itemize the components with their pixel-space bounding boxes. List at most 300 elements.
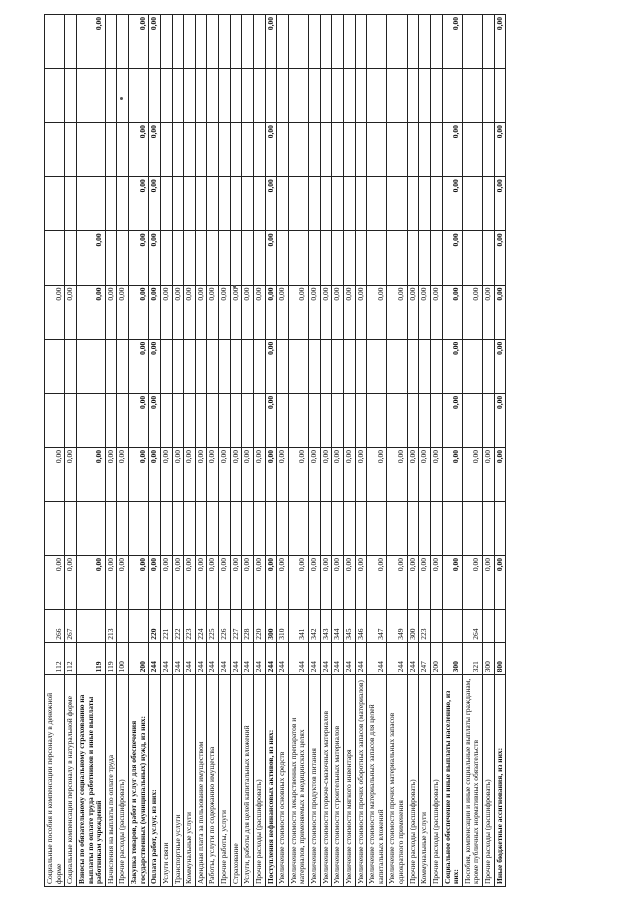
row-subcode-cell: 267 xyxy=(65,610,77,643)
table-row xyxy=(219,15,231,887)
row-value-cell: 0,00 xyxy=(277,556,289,610)
row-value-cell xyxy=(242,177,254,231)
row-value-cell xyxy=(494,69,506,123)
row-value-cell: 0,00 xyxy=(207,556,219,610)
table-row xyxy=(288,15,308,887)
row-value-cell xyxy=(462,69,482,123)
row-value-cell xyxy=(309,15,321,69)
row-value-cell xyxy=(195,123,207,177)
row-value-cell: 0,00 xyxy=(265,285,277,339)
row-value-cell xyxy=(367,123,387,177)
row-value-cell: 0,00 xyxy=(265,123,277,177)
row-value-cell xyxy=(195,339,207,393)
row-code-cell: 244 xyxy=(288,642,308,675)
row-value-cell xyxy=(253,69,265,123)
table-row xyxy=(355,15,367,887)
row-name-cell: Услуги связи xyxy=(160,675,172,887)
row-value-cell xyxy=(288,393,308,447)
row-value-cell xyxy=(160,231,172,285)
row-code-cell: 300 xyxy=(483,642,495,675)
row-value-cell: 0,00 xyxy=(129,123,149,177)
row-value-cell xyxy=(242,231,254,285)
row-value-cell: 0,00 xyxy=(494,556,506,610)
table-row xyxy=(483,15,495,887)
row-value-cell: 0,00 xyxy=(419,285,431,339)
table-row xyxy=(149,15,161,887)
row-value-cell xyxy=(253,231,265,285)
row-value-cell: 0,00 xyxy=(76,556,105,610)
row-value-cell: 0,00 xyxy=(219,556,231,610)
row-value-cell xyxy=(419,393,431,447)
row-value-cell xyxy=(407,502,419,556)
row-value-cell xyxy=(320,339,332,393)
row-value-cell xyxy=(355,502,367,556)
row-value-cell: 0,00 xyxy=(45,448,65,502)
row-subcode-cell: 266 xyxy=(45,610,65,643)
row-value-cell xyxy=(76,69,105,123)
row-value-cell: 0,00 xyxy=(462,285,482,339)
row-value-cell xyxy=(343,339,355,393)
row-value-cell: 0,00 xyxy=(160,556,172,610)
row-name-cell: Коммунальные услуги xyxy=(419,675,431,887)
row-value-cell: 0,00 xyxy=(419,556,431,610)
row-value-cell xyxy=(288,502,308,556)
row-value-cell xyxy=(195,231,207,285)
row-subcode-cell: 300 xyxy=(265,610,277,643)
row-value-cell xyxy=(105,502,117,556)
row-value-cell xyxy=(76,177,105,231)
row-value-cell xyxy=(184,393,196,447)
row-value-cell xyxy=(230,339,242,393)
row-value-cell: 0,00 xyxy=(265,556,277,610)
row-name-cell: Прочие расходы (расшифровать) xyxy=(483,675,495,887)
table-row xyxy=(343,15,355,887)
row-value-cell: 0,00 xyxy=(309,448,321,502)
row-code-cell: 112 xyxy=(65,642,77,675)
row-value-cell xyxy=(462,393,482,447)
row-value-cell: 0,00 xyxy=(367,285,387,339)
row-value-cell: 0,00 xyxy=(149,123,161,177)
row-value-cell: 0,00 xyxy=(288,285,308,339)
row-value-cell xyxy=(367,393,387,447)
row-value-cell: 0,00 xyxy=(129,339,149,393)
row-value-cell: 0,00 xyxy=(65,448,77,502)
row-value-cell xyxy=(309,69,321,123)
row-value-cell xyxy=(242,69,254,123)
row-value-cell xyxy=(355,339,367,393)
row-value-cell xyxy=(129,69,149,123)
row-value-cell xyxy=(387,177,407,231)
row-value-cell: 0,00 xyxy=(483,448,495,502)
row-value-cell: 0,00 xyxy=(367,448,387,502)
row-value-cell xyxy=(430,502,442,556)
row-value-cell: 0,00 xyxy=(343,556,355,610)
row-value-cell xyxy=(207,123,219,177)
row-value-cell: 0,00 xyxy=(129,556,149,610)
row-subcode-cell: 341 xyxy=(288,610,308,643)
row-value-cell: 0,00 xyxy=(117,285,129,339)
row-value-cell xyxy=(332,15,344,69)
row-value-cell xyxy=(320,393,332,447)
row-value-cell: 0,00 xyxy=(160,448,172,502)
row-value-cell xyxy=(117,177,129,231)
table-row xyxy=(265,15,277,887)
row-value-cell xyxy=(343,15,355,69)
row-name-cell: Поступления нефинансовых активов, из них: xyxy=(265,675,277,887)
row-subcode-cell: 222 xyxy=(172,610,184,643)
row-value-cell: 0,00 xyxy=(442,231,462,285)
row-subcode-cell xyxy=(442,610,462,643)
row-value-cell: 0,00 xyxy=(265,231,277,285)
row-value-cell xyxy=(160,123,172,177)
row-code-cell: 300 xyxy=(442,642,462,675)
table-row xyxy=(242,15,254,887)
row-value-cell xyxy=(288,339,308,393)
row-value-cell: 0,00 xyxy=(117,556,129,610)
row-value-cell: 0,00 xyxy=(129,177,149,231)
row-subcode-cell: 344 xyxy=(332,610,344,643)
row-value-cell xyxy=(160,15,172,69)
row-subcode-cell xyxy=(117,610,129,643)
row-value-cell: 0,00 xyxy=(367,556,387,610)
row-value-cell xyxy=(195,177,207,231)
row-value-cell xyxy=(277,177,289,231)
row-value-cell xyxy=(277,502,289,556)
row-value-cell xyxy=(230,15,242,69)
row-value-cell xyxy=(242,502,254,556)
table-row xyxy=(184,15,196,887)
row-value-cell: 0,00 xyxy=(76,231,105,285)
row-value-cell xyxy=(367,502,387,556)
row-value-cell xyxy=(76,502,105,556)
row-value-cell xyxy=(230,69,242,123)
row-value-cell xyxy=(105,177,117,231)
row-subcode-cell xyxy=(483,610,495,643)
row-value-cell xyxy=(320,69,332,123)
row-value-cell xyxy=(230,393,242,447)
row-value-cell xyxy=(172,502,184,556)
row-value-cell xyxy=(65,177,77,231)
row-value-cell: 0,00 xyxy=(320,285,332,339)
table-row xyxy=(230,15,242,887)
row-value-cell: 0,00 xyxy=(195,285,207,339)
row-value-cell xyxy=(288,177,308,231)
row-name-cell: Социальные пособия и компенсации персоналу в денежной форме xyxy=(45,675,65,887)
row-code-cell: 200 xyxy=(129,642,149,675)
row-value-cell: 0,00 xyxy=(320,448,332,502)
row-value-cell xyxy=(207,393,219,447)
table-row xyxy=(253,15,265,887)
table-row xyxy=(419,15,431,887)
row-code-cell: 244 xyxy=(172,642,184,675)
row-value-cell xyxy=(343,231,355,285)
row-name-cell: Увеличение стоимости материальных запасов для целей капитальных вложений xyxy=(367,675,387,887)
row-subcode-cell: 220 xyxy=(149,610,161,643)
row-value-cell: 0,00 xyxy=(253,285,265,339)
row-value-cell: 0,00 xyxy=(184,556,196,610)
row-value-cell xyxy=(117,339,129,393)
row-name-cell: Закупка товаров, работ и услуг для обеспечения государственных (муниципальных) нужд, из них: xyxy=(129,675,149,887)
row-value-cell xyxy=(45,502,65,556)
row-code-cell: 244 xyxy=(242,642,254,675)
row-value-cell xyxy=(277,15,289,69)
row-value-cell xyxy=(419,15,431,69)
row-code-cell: 244 xyxy=(343,642,355,675)
row-value-cell xyxy=(419,231,431,285)
row-value-cell: 0,00 xyxy=(265,448,277,502)
row-value-cell xyxy=(160,393,172,447)
row-value-cell: 0,00 xyxy=(149,231,161,285)
row-value-cell xyxy=(387,231,407,285)
row-value-cell xyxy=(105,393,117,447)
row-value-cell xyxy=(117,123,129,177)
row-value-cell xyxy=(419,502,431,556)
row-name-cell: Прочие расходы (расшифровать) xyxy=(407,675,419,887)
row-value-cell: 0,00 xyxy=(105,556,117,610)
row-value-cell xyxy=(407,69,419,123)
row-value-cell xyxy=(172,15,184,69)
row-value-cell: 0,00 xyxy=(45,556,65,610)
row-value-cell: 0,00 xyxy=(172,285,184,339)
row-value-cell: 0,00 xyxy=(277,448,289,502)
row-value-cell xyxy=(483,15,495,69)
row-value-cell: 0,00 xyxy=(442,448,462,502)
table-row xyxy=(277,15,289,887)
row-value-cell: 0,00 xyxy=(219,285,231,339)
row-value-cell xyxy=(367,177,387,231)
row-value-cell xyxy=(253,393,265,447)
row-name-cell: Социальные компенсации персоналу в натуральной форме xyxy=(65,675,77,887)
table-row xyxy=(462,15,482,887)
row-value-cell xyxy=(219,393,231,447)
row-value-cell xyxy=(242,393,254,447)
row-value-cell: 0,00 xyxy=(355,556,367,610)
row-value-cell xyxy=(207,339,219,393)
row-value-cell xyxy=(219,69,231,123)
row-value-cell xyxy=(309,393,321,447)
row-value-cell xyxy=(65,339,77,393)
row-value-cell: 0,00 xyxy=(172,448,184,502)
table-row xyxy=(129,15,149,887)
row-value-cell xyxy=(332,393,344,447)
row-value-cell: 0,00 xyxy=(407,448,419,502)
table-row xyxy=(309,15,321,887)
row-value-cell xyxy=(65,123,77,177)
row-value-cell xyxy=(367,15,387,69)
row-value-cell xyxy=(442,502,462,556)
row-value-cell xyxy=(387,393,407,447)
row-value-cell: 0,00 xyxy=(430,556,442,610)
row-value-cell: 0,00 xyxy=(149,448,161,502)
row-value-cell: 0,00 xyxy=(76,285,105,339)
table-row xyxy=(76,15,105,887)
row-value-cell xyxy=(195,15,207,69)
row-value-cell: 0,00 xyxy=(160,285,172,339)
row-value-cell: 0,00 xyxy=(442,15,462,69)
row-subcode-cell: 346 xyxy=(355,610,367,643)
row-value-cell xyxy=(430,231,442,285)
row-value-cell xyxy=(219,123,231,177)
row-value-cell xyxy=(184,339,196,393)
row-value-cell: 0,00 xyxy=(129,448,149,502)
row-value-cell: 0,00 xyxy=(430,285,442,339)
row-value-cell xyxy=(483,502,495,556)
row-name-cell: Страхование xyxy=(230,675,242,887)
row-value-cell xyxy=(288,123,308,177)
row-value-cell: 0,00 xyxy=(265,177,277,231)
row-value-cell xyxy=(430,393,442,447)
row-code-cell: 244 xyxy=(387,642,407,675)
row-value-cell xyxy=(253,15,265,69)
row-value-cell: 0,00 xyxy=(355,285,367,339)
row-value-cell xyxy=(407,177,419,231)
row-value-cell xyxy=(172,339,184,393)
row-value-cell xyxy=(407,339,419,393)
row-value-cell xyxy=(219,339,231,393)
row-value-cell: 0,00 xyxy=(387,556,407,610)
row-value-cell xyxy=(105,15,117,69)
row-value-cell xyxy=(320,177,332,231)
row-value-cell xyxy=(355,177,367,231)
row-value-cell xyxy=(172,231,184,285)
row-value-cell: 0,00 xyxy=(230,556,242,610)
row-value-cell: 0,00 xyxy=(207,448,219,502)
row-subcode-cell: 342 xyxy=(309,610,321,643)
row-value-cell: 0,00 xyxy=(149,393,161,447)
row-value-cell: 0,00 xyxy=(355,448,367,502)
row-code-cell: 244 xyxy=(149,642,161,675)
row-code-cell: 244 xyxy=(265,642,277,675)
row-value-cell: 0,00 xyxy=(332,556,344,610)
row-value-cell xyxy=(320,502,332,556)
row-value-cell: 0,00 xyxy=(442,285,462,339)
row-value-cell xyxy=(462,339,482,393)
row-value-cell xyxy=(332,69,344,123)
table-row xyxy=(45,15,65,887)
table-row xyxy=(332,15,344,887)
row-value-cell: 0,00 xyxy=(332,448,344,502)
row-name-cell: Увеличение стоимости прочих материальных запасов однократного применения xyxy=(387,675,407,887)
row-value-cell xyxy=(160,502,172,556)
row-value-cell xyxy=(419,69,431,123)
table-row xyxy=(207,15,219,887)
row-value-cell: 0,00 xyxy=(407,556,419,610)
row-value-cell xyxy=(76,393,105,447)
row-code-cell: 100 xyxy=(117,642,129,675)
row-value-cell xyxy=(343,123,355,177)
row-value-cell: 0,00 xyxy=(442,339,462,393)
table-row xyxy=(442,15,462,887)
row-value-cell: 0,00 xyxy=(494,123,506,177)
row-value-cell: 0,00 xyxy=(265,15,277,69)
row-value-cell xyxy=(309,339,321,393)
row-value-cell xyxy=(462,15,482,69)
row-value-cell xyxy=(242,339,254,393)
row-name-cell: Начисления на выплаты по оплате труда xyxy=(105,675,117,887)
row-value-cell xyxy=(387,69,407,123)
row-value-cell xyxy=(430,15,442,69)
row-value-cell xyxy=(343,393,355,447)
row-value-cell: 0,00 xyxy=(242,556,254,610)
row-subcode-cell: 345 xyxy=(343,610,355,643)
row-value-cell xyxy=(45,123,65,177)
row-value-cell: 0,00 xyxy=(430,448,442,502)
row-value-cell xyxy=(207,69,219,123)
row-value-cell xyxy=(483,123,495,177)
row-value-cell xyxy=(45,15,65,69)
row-value-cell xyxy=(277,69,289,123)
row-value-cell xyxy=(277,231,289,285)
table-row xyxy=(320,15,332,887)
row-value-cell: 0,00 xyxy=(129,285,149,339)
scan-speck xyxy=(233,285,236,288)
row-value-cell xyxy=(129,502,149,556)
row-value-cell: 0,00 xyxy=(129,231,149,285)
row-value-cell xyxy=(117,231,129,285)
row-value-cell xyxy=(407,15,419,69)
row-value-cell xyxy=(105,123,117,177)
row-value-cell: 0,00 xyxy=(320,556,332,610)
row-subcode-cell xyxy=(76,610,105,643)
row-value-cell: 0,00 xyxy=(117,448,129,502)
row-name-cell: Увеличение стоимости мягкого инвентаря xyxy=(343,675,355,887)
row-value-cell xyxy=(343,502,355,556)
row-subcode-cell: 349 xyxy=(387,610,407,643)
row-value-cell: 0,00 xyxy=(172,556,184,610)
row-value-cell xyxy=(355,15,367,69)
row-value-cell xyxy=(332,177,344,231)
row-name-cell: Взносы по обязательному социальному страхованию на выплаты по оплате труда работников и иные выплаты работникам учреждений xyxy=(76,675,105,887)
row-value-cell: 0,00 xyxy=(207,285,219,339)
row-value-cell xyxy=(219,177,231,231)
row-name-cell: Увеличение стоимости лекарственных препаратов и материалов, применяемых в медицинских целях xyxy=(288,675,308,887)
row-value-cell: 0,00 xyxy=(149,556,161,610)
row-name-cell: Работы, услуги по содержанию имущества xyxy=(207,675,219,887)
row-value-cell xyxy=(277,123,289,177)
row-value-cell xyxy=(207,15,219,69)
row-code-cell: 244 xyxy=(407,642,419,675)
row-subcode-cell xyxy=(129,610,149,643)
row-value-cell xyxy=(419,177,431,231)
row-subcode-cell: 347 xyxy=(367,610,387,643)
row-value-cell xyxy=(462,231,482,285)
row-value-cell xyxy=(242,15,254,69)
row-subcode-cell: 300 xyxy=(407,610,419,643)
row-value-cell xyxy=(184,231,196,285)
row-name-cell: Коммунальные услуги xyxy=(184,675,196,887)
row-value-cell xyxy=(407,393,419,447)
row-code-cell: 119 xyxy=(76,642,105,675)
row-value-cell xyxy=(309,231,321,285)
budget-table xyxy=(44,14,506,887)
row-value-cell xyxy=(430,177,442,231)
row-value-cell xyxy=(277,393,289,447)
row-code-cell: 244 xyxy=(230,642,242,675)
table-row xyxy=(367,15,387,887)
row-value-cell xyxy=(462,502,482,556)
row-value-cell xyxy=(219,15,231,69)
row-value-cell: 0,00 xyxy=(462,556,482,610)
row-value-cell: 0,00 xyxy=(288,448,308,502)
row-value-cell xyxy=(419,123,431,177)
row-value-cell: 0,00 xyxy=(129,393,149,447)
row-name-cell: Иные бюджетные ассигнования, из них: xyxy=(494,675,506,887)
row-value-cell xyxy=(230,231,242,285)
row-value-cell xyxy=(117,502,129,556)
row-value-cell xyxy=(288,231,308,285)
row-value-cell xyxy=(265,502,277,556)
row-value-cell xyxy=(65,231,77,285)
